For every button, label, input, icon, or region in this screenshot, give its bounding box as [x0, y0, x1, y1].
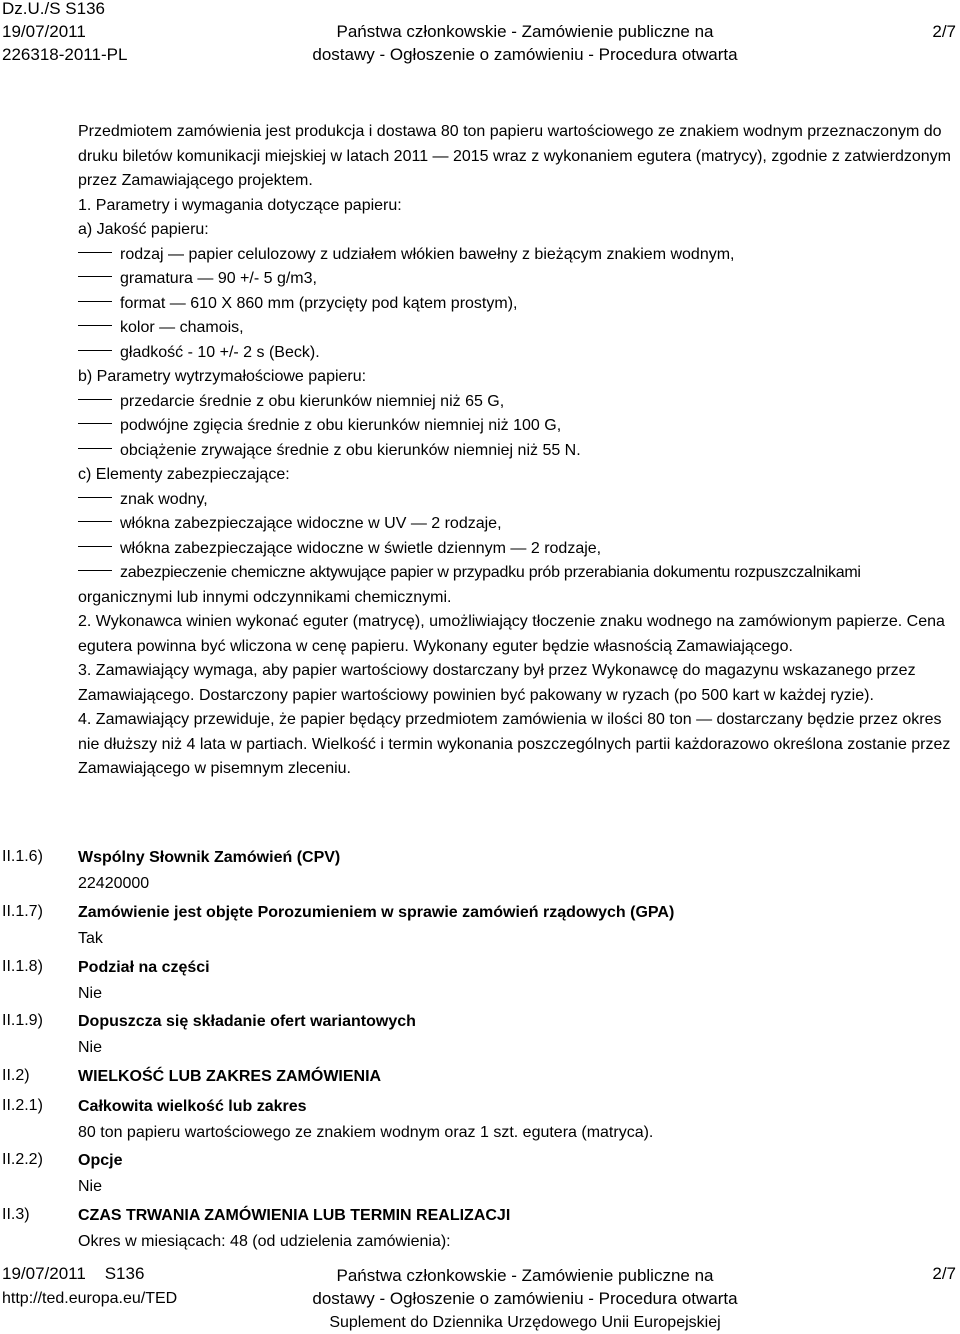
- dash-bullet: [78, 350, 112, 351]
- quality-heading: a) Jakość papieru:: [78, 221, 209, 238]
- header-title: [300, 20, 750, 66]
- description-body: [78, 120, 958, 782]
- header-date: 19/07/2011: [2, 22, 86, 41]
- header-title-line2: dostawy - Ogłoszenie o zamówieniu - Procedura otwarta: [312, 45, 738, 64]
- footer-title: [300, 1264, 750, 1310]
- section-value: Tak: [78, 930, 103, 947]
- section-number: II.1.7): [2, 903, 43, 920]
- paragraph-3: 3. Zamawiający wymaga, aby papier wartościowy dostarczany był przez Wykonawcę do magazynu wskazanego przez Zamawiającego. Dostarczony papier wartościowy powinien być pakowany w ryzach (po 500 kart w każdej ryzie).: [78, 662, 916, 704]
- section-value: 80 ton papieru wartościowego ze znakiem wodnym oraz 1 szt. egutera (matryca).: [78, 1124, 654, 1141]
- list-item: podwójne zgięcia średnie z obu kierunków niemniej niż 100 G,: [78, 414, 958, 439]
- section-title: Całkowita wielkość lub zakres: [78, 1098, 307, 1115]
- paragraph-4: 4. Zamawiający przewiduje, że papier będący przedmiotem zamówienia w ilości 80 ton — dostarczany będzie przez okres nie dłuższy niż 4 lata w partiach. Wielkość i termin wykonania poszczególnych partii każdorazowo określona zostanie przez Zamawiającego w pisemnym zleceniu.: [78, 711, 951, 777]
- doc-code: Dz.U./S S136: [2, 0, 105, 18]
- dash-bullet: [78, 546, 112, 547]
- section-value: Nie: [78, 1178, 103, 1195]
- footer-page-number: 2/7: [932, 1264, 956, 1283]
- section-title: Opcje: [78, 1152, 123, 1169]
- section-title: Podział na części: [78, 959, 210, 976]
- footer-date-issue: 19/07/2011 S136: [2, 1264, 145, 1283]
- section-number: II.3): [2, 1206, 30, 1223]
- list-item: obciążenie zrywające średnie z obu kierunków niemniej niż 55 N.: [78, 439, 958, 464]
- dash-bullet: [78, 301, 112, 302]
- section-title: Zamówienie jest objęte Porozumieniem w sprawie zamówień rządowych (GPA): [78, 904, 675, 921]
- list-item: zabezpieczenie chemiczne aktywujące papier w przypadku prób przerabiania dokumentu rozpuszczalnikami: [78, 561, 958, 586]
- section-number: II.2.2): [2, 1151, 43, 1168]
- section-number: II.1.6): [2, 848, 43, 865]
- section-title: WIELKOŚĆ LUB ZAKRES ZAMÓWIENIA: [78, 1068, 382, 1085]
- list-item: znak wodny,: [78, 488, 958, 513]
- list-item: kolor — chamois,: [78, 316, 958, 341]
- footer-title-line2: dostawy - Ogłoszenie o zamówieniu - Procedura otwarta: [312, 1289, 738, 1308]
- list-item: rodzaj — papier celulozowy z udziałem włókien bawełny z bieżącym znakiem wodnym,: [78, 243, 958, 268]
- header-title-line1: Państwa członkowskie - Zamówienie publiczne na: [336, 22, 714, 41]
- section-number: II.1.8): [2, 958, 43, 975]
- params-heading: 1. Parametry i wymagania dotyczące papieru:: [78, 196, 402, 214]
- dash-bullet: [78, 448, 112, 449]
- section-value: Nie: [78, 1039, 103, 1056]
- dash-bullet: [78, 252, 112, 253]
- list-item: włókna zabezpieczające widoczne w świetle dziennym — 2 rodzaje,: [78, 537, 958, 562]
- footer-title-line1: Państwa członkowskie - Zamówienie publiczne na: [336, 1266, 714, 1285]
- dash-bullet: [78, 497, 112, 498]
- section-value: Nie: [78, 985, 103, 1002]
- notice-id: 226318-2011-PL: [2, 45, 128, 64]
- page-footer: [0, 1262, 960, 1334]
- header-page-number: 2/7: [932, 22, 956, 41]
- dash-bullet: [78, 276, 112, 277]
- section-number: II.2): [2, 1067, 30, 1084]
- section-number: II.1.9): [2, 1012, 43, 1029]
- section-title: Wspólny Słownik Zamówień (CPV): [78, 849, 341, 866]
- section-title: CZAS TRWANIA ZAMÓWIENIA LUB TERMIN REALIZACJI: [78, 1207, 511, 1224]
- page-header: [0, 0, 960, 70]
- dash-bullet: [78, 521, 112, 522]
- intro-paragraph: Przedmiotem zamówienia jest produkcja i dostawa 80 ton papieru wartościowego ze znakiem wodnym przeznaczonym do druku biletów komunikacji miejskiej w latach 2011 — 2015 wraz z wykonaniem egutera (matrycy), zgodnie z zatwierdzonym przez Zamawiającego projektem.: [78, 123, 951, 189]
- dash-bullet: [78, 325, 112, 326]
- list-item: przedarcie średnie z obu kierunków niemniej niż 65 G,: [78, 390, 958, 415]
- section-number: II.2.1): [2, 1097, 43, 1114]
- list-item-continuation: organicznymi lub innymi odczynnikami chemicznymi.: [78, 588, 452, 606]
- list-item: gładkość - 10 +/- 2 s (Beck).: [78, 341, 958, 366]
- section-title: Dopuszcza się składanie ofert wariantowych: [78, 1013, 416, 1030]
- dash-bullet: [78, 423, 112, 424]
- list-item: włókna zabezpieczające widoczne w UV — 2 rodzaje,: [78, 512, 958, 537]
- dash-bullet: [78, 399, 112, 400]
- footer-supplement: Suplement do Dziennika Urzędowego Unii Europejskiej: [329, 1314, 721, 1331]
- section-value: 22420000: [78, 875, 150, 892]
- section-value: Okres w miesiącach: 48 (od udzielenia zamówienia):: [78, 1233, 451, 1250]
- list-item: gramatura — 90 +/- 5 g/m3,: [78, 267, 958, 292]
- list-item: format — 610 X 860 mm (przycięty pod kątem prostym),: [78, 292, 958, 317]
- footer-url[interactable]: http://ted.europa.eu/TED: [2, 1290, 178, 1307]
- strength-heading: b) Parametry wytrzymałościowe papieru:: [78, 368, 367, 385]
- security-heading: c) Elementy zabezpieczające:: [78, 466, 290, 483]
- header-left: [2, 0, 127, 66]
- paragraph-2: 2. Wykonawca winien wykonać eguter (matrycę), umożliwiający tłoczenie znaku wodnego na zamówionym papierze. Cena egutera powinna być wliczona w cenę papieru. Wykonany eguter będzie własnością Zamawiającego.: [78, 613, 945, 655]
- dash-bullet: [78, 570, 112, 571]
